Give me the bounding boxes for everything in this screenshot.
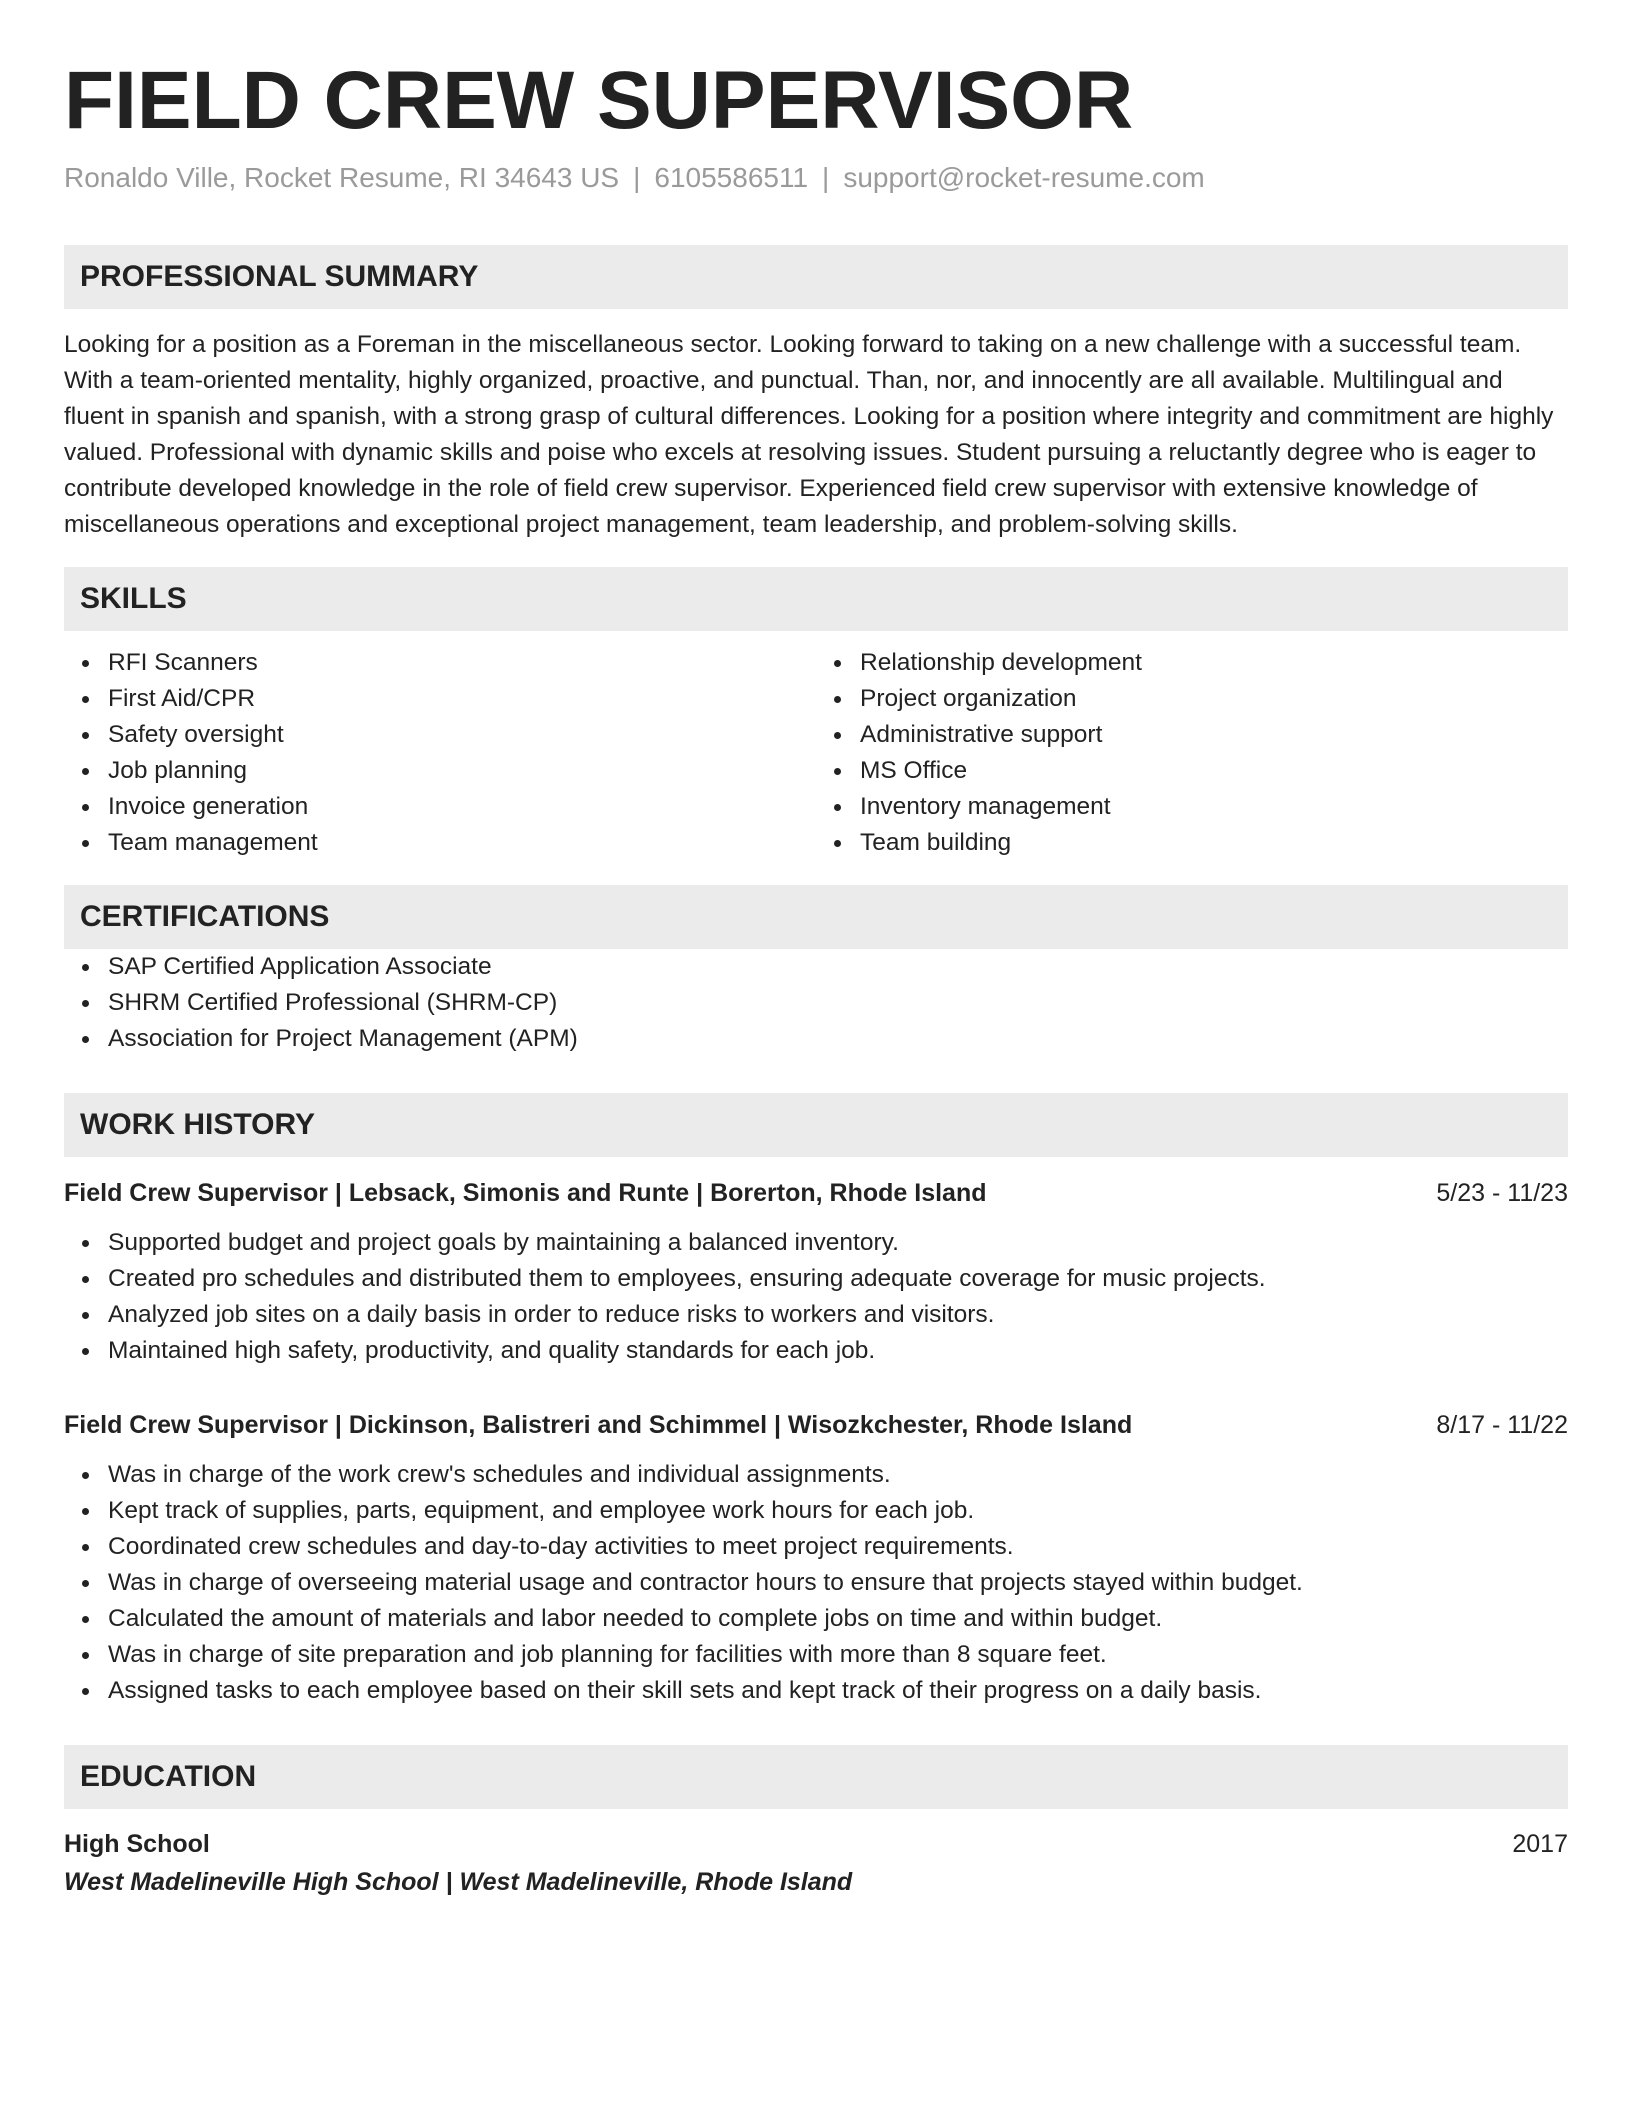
job-title: Field Crew Supervisor | Dickinson, Balistreri and Schimmel | Wisozkchester, Rhode Island bbox=[64, 1410, 1133, 1439]
job-bullet: Kept track of supplies, parts, equipment, and employee work hours for each job. bbox=[64, 1493, 1568, 1529]
skill-item: Administrative support bbox=[816, 717, 1568, 753]
skill-item: Team building bbox=[816, 825, 1568, 861]
skill-item: Team management bbox=[64, 825, 816, 861]
job-title: Field Crew Supervisor | Lebsack, Simonis and Runte | Borerton, Rhode Island bbox=[64, 1178, 987, 1207]
contact-separator: | bbox=[633, 162, 641, 194]
skill-item: Job planning bbox=[64, 753, 816, 789]
skill-item: Relationship development bbox=[816, 645, 1568, 681]
job-bullet: Analyzed job sites on a daily basis in order to reduce risks to workers and visitors. bbox=[64, 1297, 1568, 1333]
skill-item: Inventory management bbox=[816, 789, 1568, 825]
certification-item: Association for Project Management (APM) bbox=[64, 1021, 1568, 1057]
job-bullet: Calculated the amount of materials and labor needed to complete jobs on time and within budget. bbox=[64, 1601, 1568, 1637]
education-header bbox=[64, 1825, 1568, 1863]
job-bullet: Coordinated crew schedules and day-to-day activities to meet project requirements. bbox=[64, 1529, 1568, 1565]
summary-heading: PROFESSIONAL SUMMARY bbox=[64, 245, 1568, 309]
contact-line bbox=[64, 160, 1568, 196]
education-school: West Madelineville High School | West Madelineville, Rhode Island bbox=[64, 1867, 853, 1896]
contact-email: support@rocket-resume.com bbox=[843, 162, 1205, 194]
education-year: 2017 bbox=[1512, 1829, 1568, 1858]
certifications-heading: CERTIFICATIONS bbox=[64, 885, 1568, 949]
education-degree: High School bbox=[64, 1829, 210, 1858]
job-bullets bbox=[64, 1225, 1568, 1369]
certification-item: SAP Certified Application Associate bbox=[64, 949, 1568, 985]
skill-item: RFI Scanners bbox=[64, 645, 816, 681]
job-dates: 5/23 - 11/23 bbox=[1436, 1178, 1568, 1207]
skills-column-left bbox=[64, 645, 816, 861]
summary-text: Looking for a position as a Foreman in the miscellaneous sector. Looking forward to taking on a new challenge with a successful team. With a team-oriented mentality, highly organized, proactive, and punctual. Than, nor, and innocently are all available. Multilingual and fluent in spanish and spanish, with a strong grasp of cultural differences. Looking for a position where integrity and commitment are highly valued. Professional with dynamic skills and poise who excels at resolving issues. Student pursuing a reluctantly degree who is eager to contribute developed knowledge in the role of field crew supervisor. Experienced field crew supervisor with extensive knowledge of miscellaneous operations and exceptional project management, team leadership, and problem-solving skills. bbox=[64, 330, 1554, 538]
contact-phone: 6105586511 bbox=[654, 162, 809, 194]
job-bullet: Assigned tasks to each employee based on their skill sets and kept track of their progress on a daily basis. bbox=[64, 1673, 1568, 1709]
job-entry bbox=[64, 1407, 1568, 1709]
job-dates: 8/17 - 11/22 bbox=[1436, 1410, 1568, 1439]
certification-item: SHRM Certified Professional (SHRM-CP) bbox=[64, 985, 1568, 1021]
job-bullet: Supported budget and project goals by maintaining a balanced inventory. bbox=[64, 1225, 1568, 1261]
job-bullet: Was in charge of site preparation and job planning for facilities with more than 8 square feet. bbox=[64, 1637, 1568, 1673]
skill-item: Invoice generation bbox=[64, 789, 816, 825]
job-entry bbox=[64, 1175, 1568, 1369]
skill-item: Project organization bbox=[816, 681, 1568, 717]
skills-grid bbox=[64, 645, 1568, 861]
job-bullets bbox=[64, 1457, 1568, 1709]
education-entry bbox=[64, 1825, 1568, 1901]
skill-item: MS Office bbox=[816, 753, 1568, 789]
education-heading: EDUCATION bbox=[64, 1745, 1568, 1809]
job-header bbox=[64, 1407, 1568, 1443]
skill-item: Safety oversight bbox=[64, 717, 816, 753]
job-bullet: Created pro schedules and distributed them to employees, ensuring adequate coverage for music projects. bbox=[64, 1261, 1568, 1297]
contact-address: Ronaldo Ville, Rocket Resume, RI 34643 US bbox=[64, 162, 620, 194]
job-header bbox=[64, 1175, 1568, 1211]
skills-heading: SKILLS bbox=[64, 567, 1568, 631]
job-bullet: Was in charge of the work crew's schedules and individual assignments. bbox=[64, 1457, 1568, 1493]
job-bullet: Maintained high safety, productivity, and quality standards for each job. bbox=[64, 1333, 1568, 1369]
candidate-title: FIELD CREW SUPERVISOR bbox=[64, 55, 1134, 146]
job-bullet: Was in charge of overseeing material usage and contractor hours to ensure that projects stayed within budget. bbox=[64, 1565, 1568, 1601]
skill-item: First Aid/CPR bbox=[64, 681, 816, 717]
skills-column-right bbox=[816, 645, 1568, 861]
contact-separator: | bbox=[822, 162, 830, 194]
work-history-heading: WORK HISTORY bbox=[64, 1093, 1568, 1157]
certifications-list bbox=[64, 949, 1568, 1057]
